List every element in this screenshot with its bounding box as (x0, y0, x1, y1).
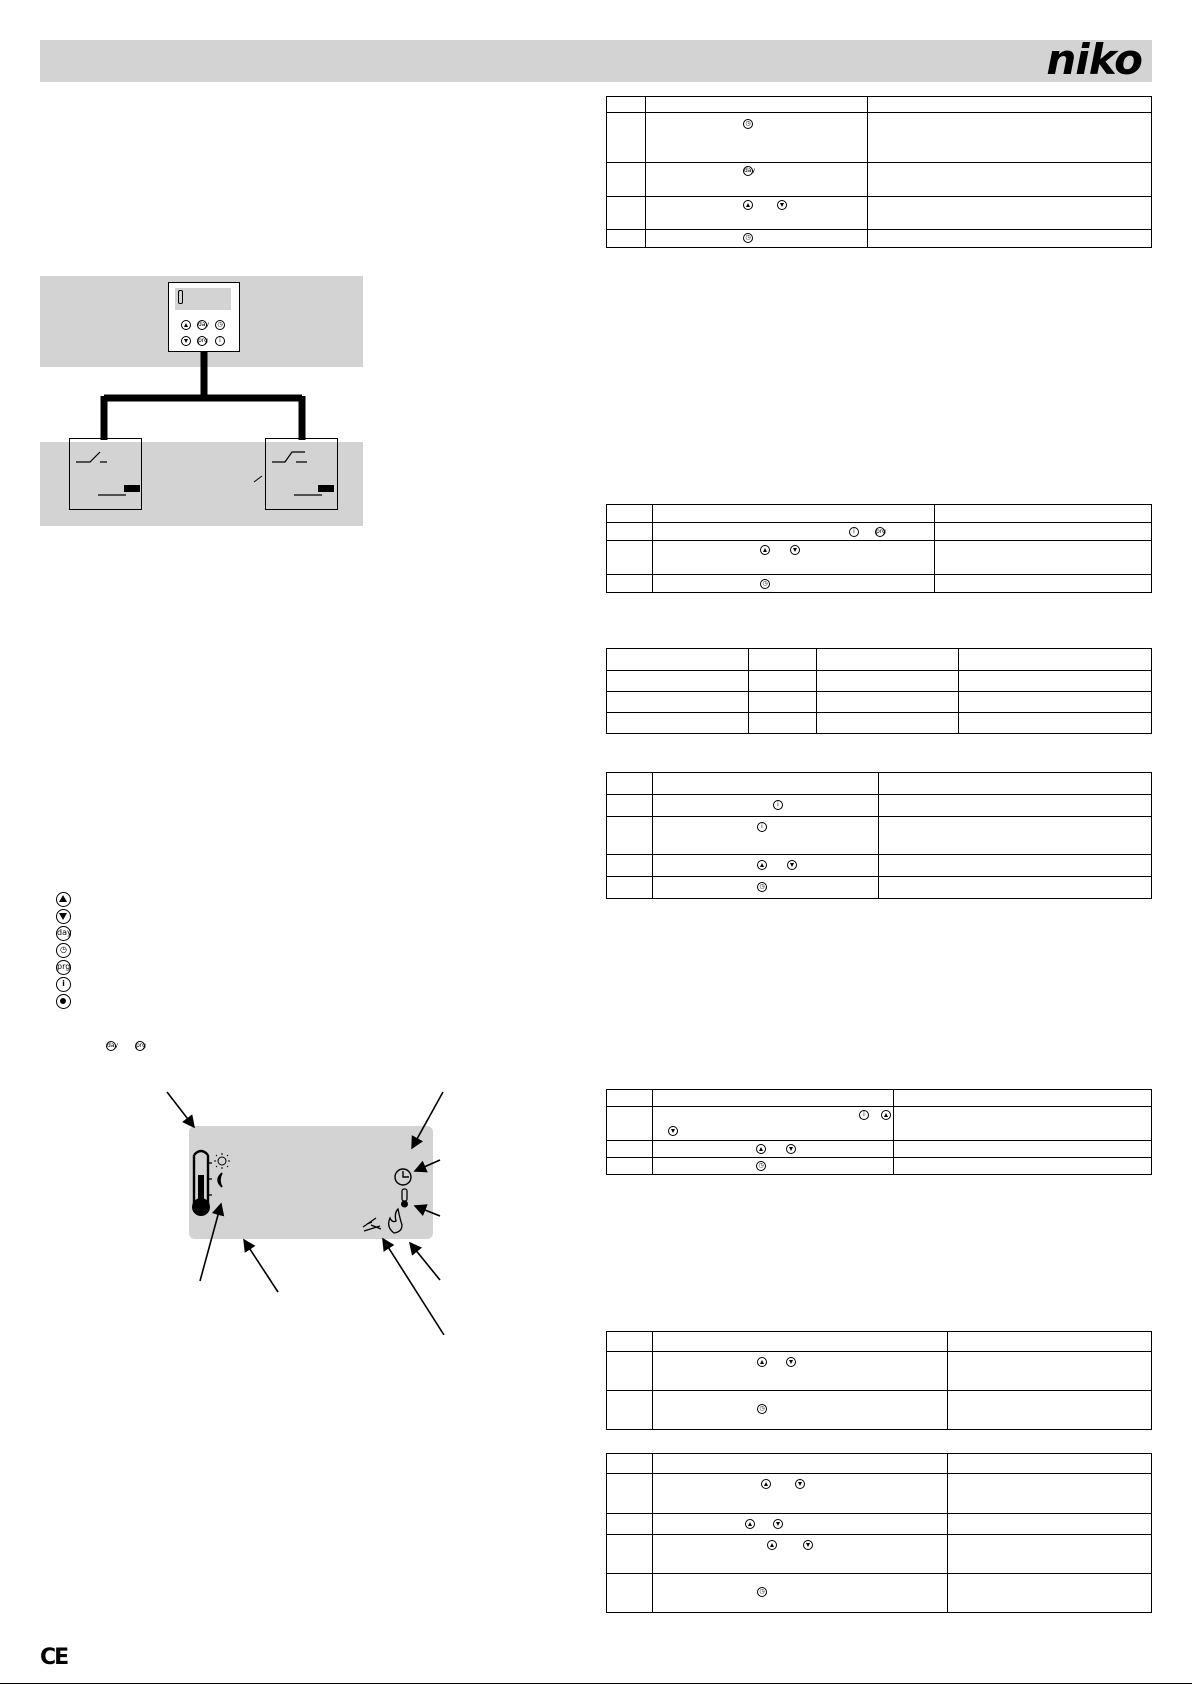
table-cell (935, 575, 1152, 593)
table-cell (653, 1158, 894, 1175)
table-cell (817, 713, 959, 734)
table-cell (817, 671, 959, 692)
table-cell (607, 523, 653, 541)
table-cell (749, 671, 817, 692)
table-cell (653, 773, 879, 795)
table-cell (948, 1535, 1152, 1574)
table-cell (607, 1107, 653, 1141)
day-icon: day (744, 167, 756, 174)
table-cell (817, 692, 959, 713)
relay-output-2 (265, 438, 338, 510)
down-arrow-icon (803, 1540, 813, 1550)
up-arrow-icon (756, 1144, 766, 1154)
clock-icon: ◷ (757, 1587, 767, 1597)
table-cell (868, 113, 1152, 163)
niko-logo: niko (1046, 35, 1142, 84)
ce-mark: CE (40, 1645, 68, 1670)
up-arrow-icon (757, 1357, 767, 1367)
table-cell (959, 713, 1152, 734)
down-arrow-icon (786, 1357, 796, 1367)
table-cell (607, 855, 653, 877)
table-cell (607, 1090, 653, 1107)
table-cell (959, 692, 1152, 713)
prg-icon: prg (876, 528, 886, 535)
table-cell (607, 1158, 653, 1175)
table-cell (935, 523, 1152, 541)
relay-output-1 (69, 438, 142, 510)
info-icon: i (757, 822, 767, 832)
inline-day-icon: day (107, 1042, 119, 1049)
table-cell (653, 1391, 948, 1430)
table-cell (879, 877, 1152, 899)
down-arrow-icon (773, 1519, 783, 1529)
table-cell (607, 692, 749, 713)
flame-icon (389, 1209, 402, 1233)
table-cell (948, 1454, 1152, 1474)
legend-down-arrow-icon (56, 909, 71, 924)
thermometer-bulb (192, 1198, 210, 1216)
day-icon[interactable]: day (198, 321, 210, 328)
table-cell (607, 1332, 653, 1352)
table-cell (749, 713, 817, 734)
table-cell (948, 1514, 1152, 1535)
table-cell (879, 855, 1152, 877)
table-cell (607, 877, 653, 899)
table-cell (959, 649, 1152, 671)
table-cell (935, 541, 1152, 575)
table-cell (607, 541, 653, 575)
table-cell (868, 230, 1152, 248)
table-cell (894, 1090, 1152, 1107)
table-1 (606, 96, 1152, 248)
table-cell (607, 1454, 653, 1474)
table-cell (868, 97, 1152, 113)
legend-up-arrow-icon (56, 892, 71, 907)
down-arrow-icon (668, 1126, 678, 1136)
table-cell (879, 817, 1152, 855)
table-cell (607, 1352, 653, 1391)
table-cell (607, 773, 653, 795)
table-cell (868, 197, 1152, 230)
table-2 (606, 504, 1152, 593)
clock-icon: ◷ (743, 119, 753, 129)
table-cell (653, 505, 935, 523)
table-cell (646, 197, 868, 230)
table-cell (607, 230, 646, 248)
clock-icon: ◷ (743, 233, 753, 243)
table-cell (894, 1107, 1152, 1141)
table-cell (646, 113, 868, 163)
table-5 (606, 1089, 1152, 1175)
table-cell (653, 1352, 948, 1391)
table-cell (948, 1474, 1152, 1514)
clock-icon: ◷ (756, 1161, 766, 1171)
table-cell (653, 877, 879, 899)
table-cell (749, 692, 817, 713)
table-cell (653, 855, 879, 877)
table-cell (607, 1574, 653, 1613)
hand-icon (363, 1218, 381, 1231)
up-arrow-icon (760, 545, 770, 555)
table-cell (607, 795, 653, 817)
table-cell (646, 163, 868, 197)
table-cell (607, 197, 646, 230)
down-arrow-icon (787, 860, 797, 870)
table-cell (948, 1574, 1152, 1613)
table-cell (607, 649, 749, 671)
table-cell (607, 97, 646, 113)
table-cell (607, 575, 653, 593)
sun-icon (214, 1153, 230, 1169)
up-arrow-icon (761, 1479, 771, 1489)
wiring-lines (0, 0, 400, 540)
prg-icon[interactable]: prg (198, 337, 208, 344)
table-cell (607, 1474, 653, 1514)
table-cell (948, 1391, 1152, 1430)
down-arrow-icon (777, 200, 787, 210)
table-3 (606, 648, 1152, 734)
table-cell (653, 1535, 948, 1574)
clock-icon: ◷ (757, 1404, 767, 1414)
table-cell (653, 795, 879, 817)
inline-prg-icon: prg (136, 1042, 146, 1049)
table-cell (607, 163, 646, 197)
table-cell (653, 1090, 894, 1107)
table-cell (935, 505, 1152, 523)
info-icon: i (859, 1110, 869, 1120)
down-arrow-icon (786, 1144, 796, 1154)
legend-reset-icon (56, 994, 71, 1009)
table-cell (653, 1474, 948, 1514)
display-diagram (150, 1085, 460, 1335)
footer-rule (0, 1683, 1192, 1684)
legend-day-icon: day (56, 926, 71, 941)
table-cell (607, 1514, 653, 1535)
table-6 (606, 1331, 1152, 1430)
table-cell (607, 113, 646, 163)
table-cell (607, 1391, 653, 1430)
up-arrow-icon (745, 1519, 755, 1529)
table-cell (646, 230, 868, 248)
legend-prg-icon: prg (56, 960, 71, 975)
table-cell (607, 671, 749, 692)
table-cell (607, 1141, 653, 1158)
table-cell (817, 649, 959, 671)
up-arrow-icon (881, 1110, 891, 1120)
table-cell (879, 795, 1152, 817)
clock-icon (395, 1169, 411, 1185)
down-arrow-icon (795, 1479, 805, 1489)
table-cell (959, 671, 1152, 692)
table-cell (948, 1352, 1152, 1391)
table-cell (607, 713, 749, 734)
table-cell (879, 773, 1152, 795)
table-cell (607, 505, 653, 523)
table-cell (646, 97, 868, 113)
table-cell (653, 1454, 948, 1474)
table-cell (653, 1332, 948, 1352)
table-cell (653, 1141, 894, 1158)
info-icon: i (773, 800, 783, 810)
table-cell (653, 523, 935, 541)
table-4 (606, 772, 1152, 899)
table-cell (894, 1141, 1152, 1158)
info-icon: i (849, 527, 859, 537)
table-cell (868, 163, 1152, 197)
table-cell (749, 649, 817, 671)
up-arrow-icon (757, 860, 767, 870)
legend-clock-icon: ◷ (56, 943, 71, 958)
table-cell (894, 1158, 1152, 1175)
table-cell (948, 1332, 1152, 1352)
table-cell (653, 575, 935, 593)
table-cell (653, 817, 879, 855)
table-cell (653, 1107, 894, 1141)
table-cell (607, 817, 653, 855)
moon-icon (218, 1173, 222, 1187)
down-arrow-icon (790, 545, 800, 555)
table-cell (653, 1574, 948, 1613)
legend-info-icon: i (56, 977, 71, 992)
clock-icon: ◷ (757, 882, 767, 892)
room-thermometer-icon (401, 1189, 408, 1208)
up-arrow-icon (743, 200, 753, 210)
table-cell (653, 1514, 948, 1535)
clock-icon: ◷ (760, 579, 770, 589)
up-arrow-icon (767, 1540, 777, 1550)
clock-icon[interactable]: ◷ (215, 320, 225, 330)
table-cell (653, 541, 935, 575)
table-7 (606, 1453, 1152, 1613)
table-cell (607, 1535, 653, 1574)
info-icon[interactable]: i (215, 336, 225, 346)
